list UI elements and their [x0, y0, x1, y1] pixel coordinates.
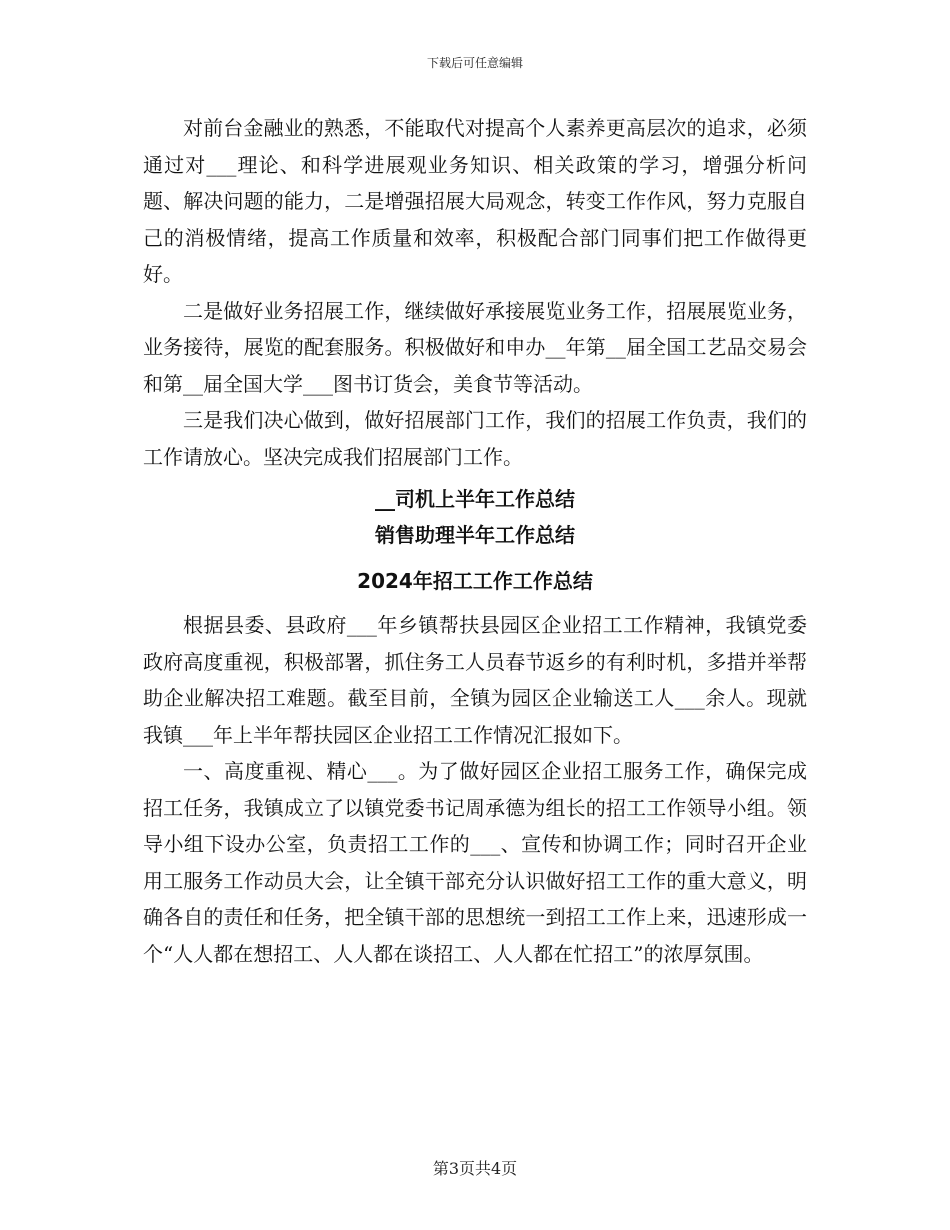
paragraph: 对前台金融业的熟悉，不能取代对提高个人素养更高层次的追求，必须通过对___理论、和科学进展观业务知识、相关政策的学习，增强分析问题、解决问题的能力，二是增强招展大局观念，转变工作作风，努力克服自己的消极情绪，提高工作质量和效率，积极配合部门同事们把工作做得更好。 [143, 116, 807, 286]
section-heading: 销售助理半年工作总结 [375, 523, 575, 547]
paragraph: 二是做好业务招展工作，继续做好承接展览业务工作，招展展览业务，业务接待，展览的配套服务。积极做好和申办__年第__届全国工艺品交易会和第__届全国大学___图书订货会，美食节等活动。 [143, 298, 807, 396]
page-number: 第3页共4页 [432, 1159, 518, 1178]
document-title: 2024年招工工作工作总结 [357, 569, 593, 593]
section-heading: __司机上半年工作总结 [375, 487, 575, 511]
document-body [143, 110, 807, 972]
paragraph: 三是我们决心做到，做好招展部门工作，我们的招展工作负责，我们的工作请放心。坚决完成我们招展部门工作。 [143, 408, 807, 469]
paragraph: 一、高度重视、精心___。为了做好园区企业招工服务工作，确保完成招工任务，我镇成立了以镇党委书记周承德为组长的招工工作领导小组。领导小组下设办公室，负责招工工作的___、宣传和协调工作；同时召开企业用工服务工作动员大会，让全镇干部充分认识做好招工工作的重大意义，明确各自的责任和任务，把全镇干部的思想统一到招工工作上来，迅速形成一个“人人都在想招工、人人都在谈招工、人人都在忙招工”的浓厚氛围。 [143, 759, 807, 966]
paragraph: 根据县委、县政府___年乡镇帮扶县园区企业招工工作精神，我镇党委政府高度重视，积极部署，抓住务工人员春节返乡的有利时机，多措并举帮助企业解决招工难题。截至目前，全镇为园区企业输送工人___余人。现就我镇___年上半年帮扶园区企业招工工作情况汇报如下。 [143, 613, 807, 747]
header-note: 下载后可任意编辑 [426, 56, 523, 70]
